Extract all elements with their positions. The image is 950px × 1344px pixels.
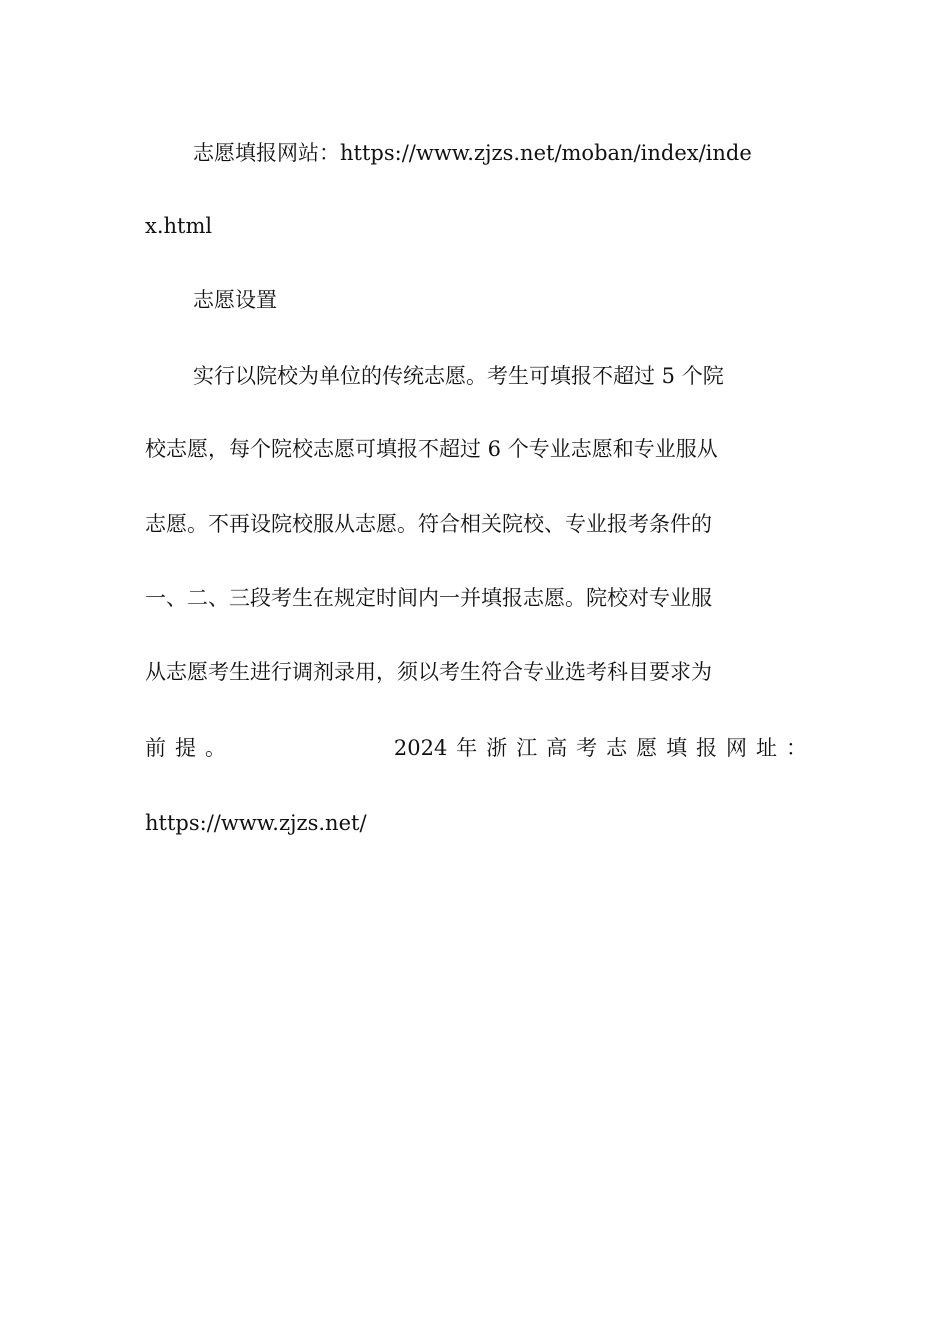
line-glyph: 填	[666, 736, 688, 760]
line-glyph: 愿	[636, 736, 658, 760]
website-line: 志愿填报网站：https://www.zjzs.net/moban/index/inde	[193, 141, 752, 165]
paragraph-line: 志愿。不再设院校服从志愿。符合相关院校、专业报考条件的	[145, 512, 712, 536]
website-url: https://www.zjzs.net/	[145, 811, 367, 835]
line-glyph: 浙	[486, 736, 508, 760]
line-glyph: 2024	[393, 736, 448, 760]
line-glyph: 年	[456, 736, 478, 760]
line-glyph: 高	[546, 736, 568, 760]
line-glyph: ：	[785, 736, 807, 760]
section-heading: 志愿设置	[193, 288, 277, 312]
line-glyph: 考	[576, 736, 598, 760]
paragraph-line: 校志愿，每个院校志愿可填报不超过 6 个专业志愿和专业服从	[145, 437, 718, 461]
line-gap	[235, 732, 385, 764]
paragraph-line: 实行以院校为单位的传统志愿。考生可填报不超过 5 个院	[193, 364, 724, 388]
line-glyph: 志	[606, 736, 628, 760]
line-glyph: 网	[726, 736, 748, 760]
line-glyph: 提	[174, 736, 196, 760]
line-glyph: 前	[145, 736, 166, 760]
paragraph-line: 一、二、三段考生在规定时间内一并填报志愿。院校对专业服	[145, 586, 712, 610]
paragraph-line: 从志愿考生进行调剂录用，须以考生符合专业选考科目要求为	[145, 660, 712, 684]
line-glyph: 江	[516, 736, 538, 760]
line-glyph: 报	[696, 736, 718, 760]
line-glyph: 。	[204, 736, 226, 760]
line-glyph: 址	[755, 736, 777, 760]
website-line-continued: x.html	[145, 214, 213, 238]
paragraph-last-line	[145, 732, 807, 764]
